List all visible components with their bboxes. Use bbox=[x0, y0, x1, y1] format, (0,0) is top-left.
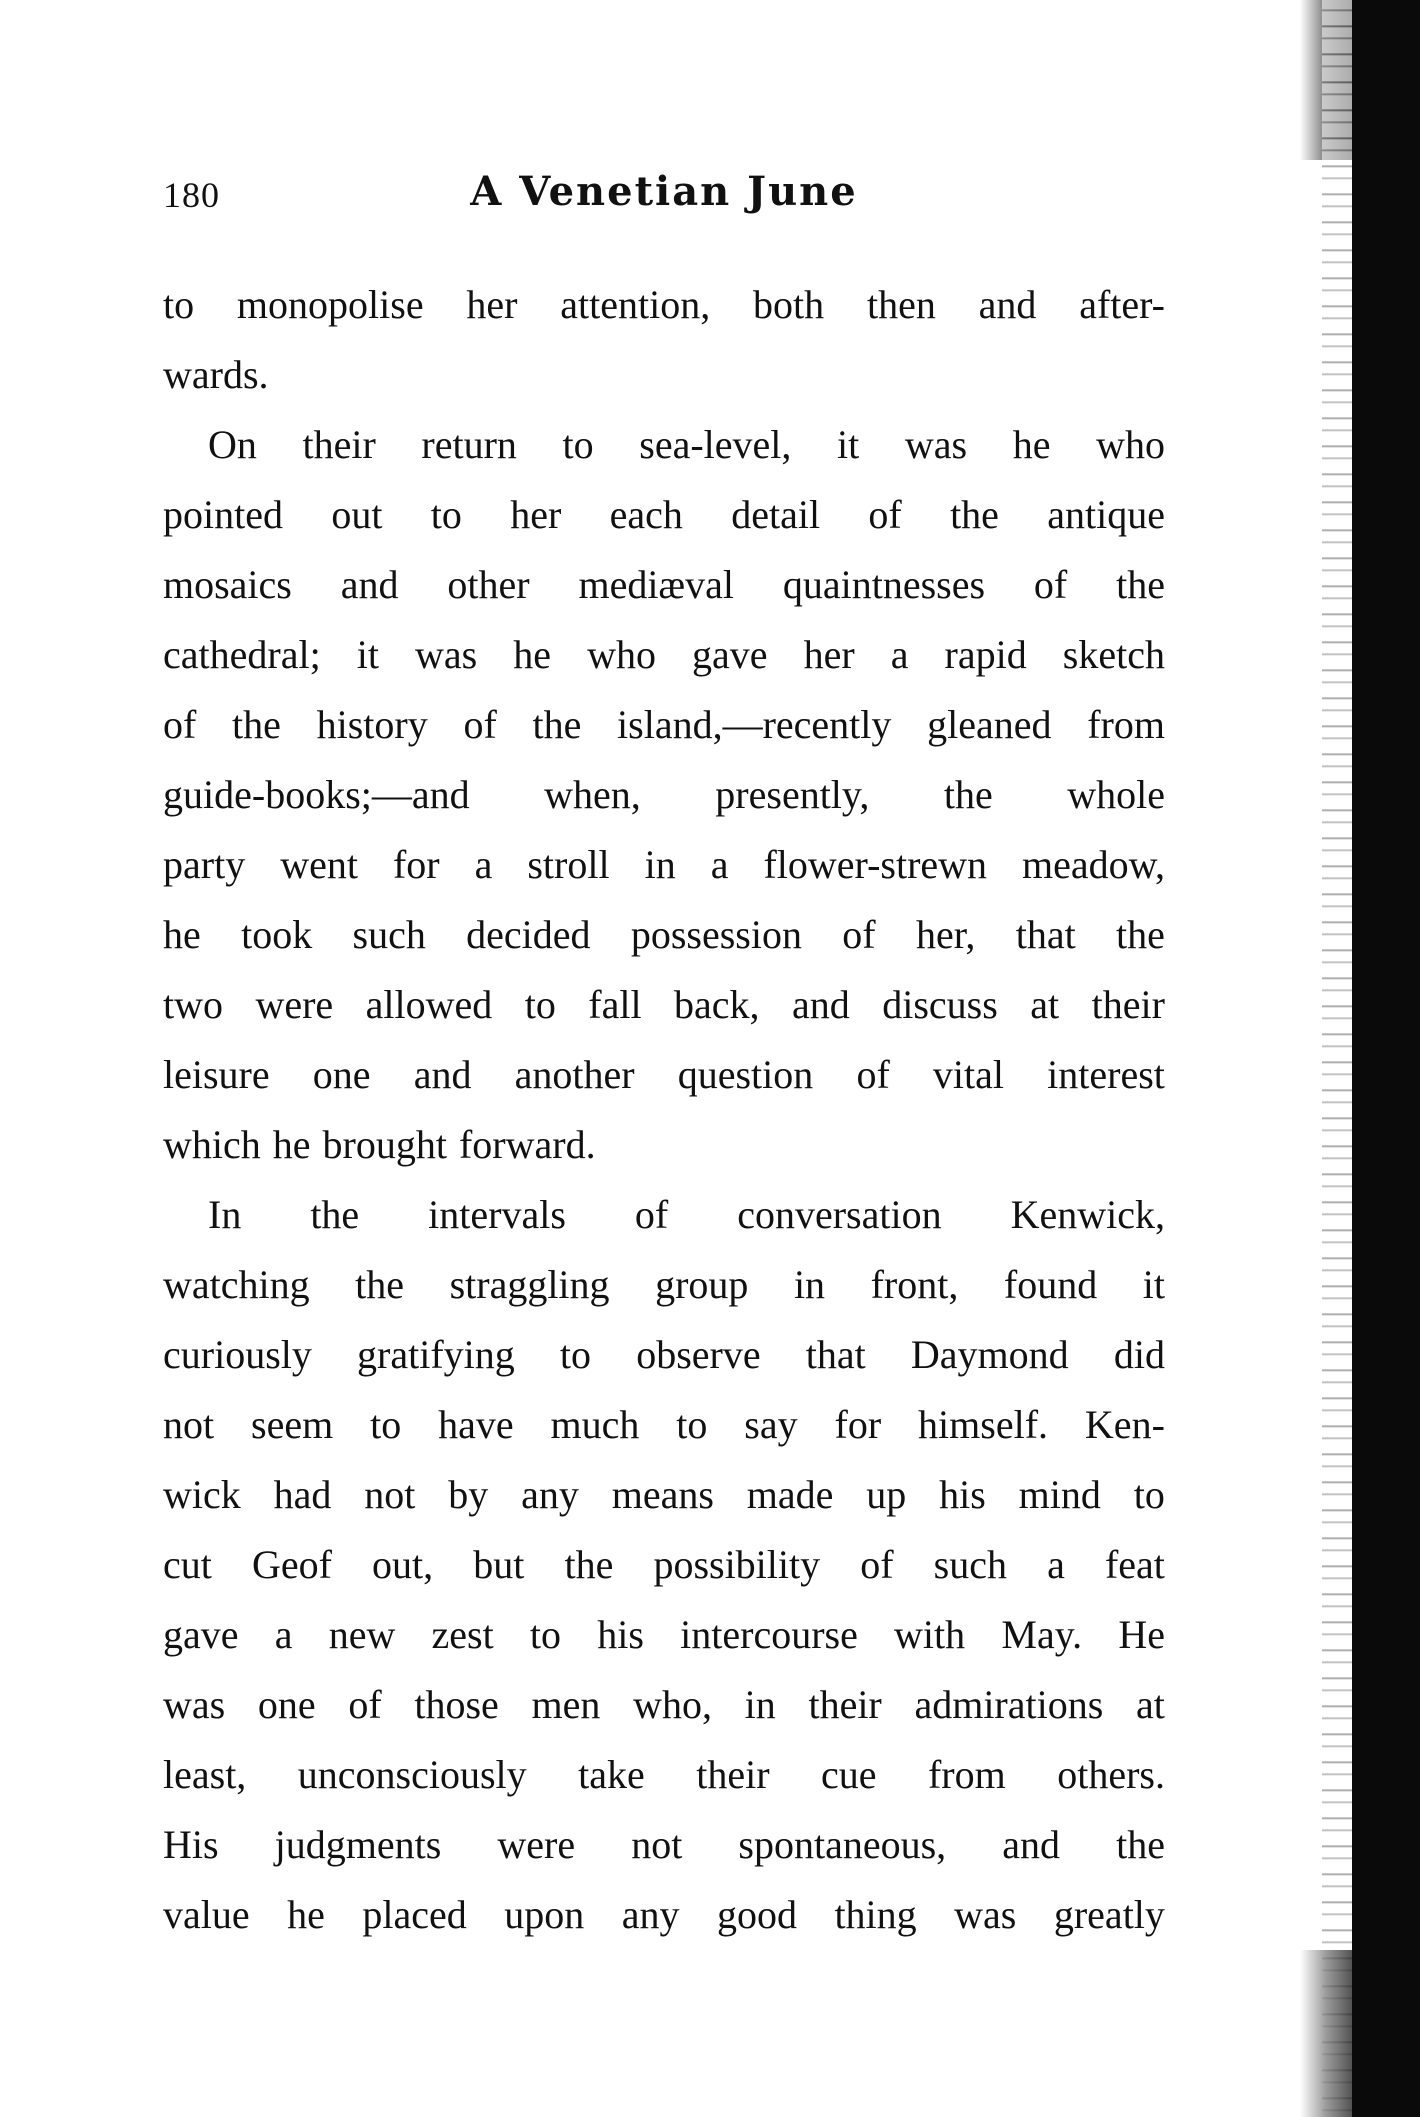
word: and bbox=[1002, 1822, 1061, 1867]
word: stroll bbox=[527, 842, 610, 887]
word: was bbox=[904, 422, 968, 467]
text-line bbox=[163, 1320, 1165, 1390]
word: allowed bbox=[365, 982, 493, 1027]
word: spontaneous, bbox=[738, 1822, 947, 1867]
word: vital bbox=[932, 1052, 1005, 1097]
text-line bbox=[163, 480, 1165, 550]
word: their bbox=[302, 422, 376, 467]
page-header bbox=[163, 168, 1165, 228]
word: was bbox=[954, 1892, 1017, 1937]
word: the bbox=[950, 492, 999, 537]
word: leisure bbox=[163, 1052, 270, 1097]
word: gave bbox=[692, 632, 768, 677]
word: He bbox=[1118, 1612, 1165, 1657]
text-line bbox=[163, 1110, 1165, 1180]
word: thing bbox=[834, 1892, 917, 1937]
word: zest bbox=[431, 1612, 494, 1657]
word: of bbox=[634, 1192, 669, 1237]
word: not bbox=[163, 1402, 215, 1447]
word: intercourse bbox=[680, 1612, 858, 1657]
word: took bbox=[241, 912, 313, 957]
word: cathedral; bbox=[163, 632, 321, 677]
word: much bbox=[550, 1402, 640, 1447]
word: when, bbox=[544, 772, 641, 817]
word: the bbox=[310, 1192, 360, 1237]
word: intervals bbox=[428, 1192, 566, 1237]
word: to bbox=[562, 422, 594, 467]
word: who, bbox=[633, 1682, 712, 1727]
word: to bbox=[163, 282, 195, 327]
word: of bbox=[842, 912, 876, 957]
word: island,—recently bbox=[617, 702, 892, 747]
word: possibility bbox=[653, 1542, 821, 1587]
text-line bbox=[163, 1180, 1165, 1250]
word: to bbox=[430, 492, 462, 537]
text-line bbox=[163, 1040, 1165, 1110]
word: the bbox=[1116, 912, 1165, 957]
book-binding-edge bbox=[1352, 0, 1420, 2117]
word: was bbox=[415, 632, 478, 677]
word: not bbox=[364, 1472, 416, 1517]
word: take bbox=[578, 1752, 645, 1797]
word: her bbox=[466, 282, 518, 327]
word: her, bbox=[915, 912, 976, 957]
body-text bbox=[163, 270, 1165, 1950]
word: of bbox=[463, 702, 497, 747]
running-title: A Venetian June bbox=[470, 168, 858, 215]
word: each bbox=[609, 492, 683, 537]
word: any bbox=[621, 1892, 680, 1937]
word: value bbox=[163, 1892, 250, 1937]
word: for bbox=[392, 842, 440, 887]
word: that bbox=[1015, 912, 1076, 957]
word: such bbox=[352, 912, 426, 957]
word: did bbox=[1113, 1332, 1165, 1377]
word: the bbox=[532, 702, 582, 747]
word: with bbox=[894, 1612, 966, 1657]
word: history bbox=[316, 702, 428, 747]
word: had bbox=[273, 1472, 332, 1517]
text-line bbox=[163, 830, 1165, 900]
word: attention, bbox=[560, 282, 711, 327]
word: brought bbox=[322, 1122, 447, 1167]
word: Daymond bbox=[910, 1332, 1069, 1377]
word: In bbox=[208, 1192, 242, 1237]
word: men bbox=[531, 1682, 601, 1727]
word: whole bbox=[1067, 772, 1165, 817]
word: he bbox=[287, 1892, 325, 1937]
word: then bbox=[866, 282, 936, 327]
word: her bbox=[803, 632, 855, 677]
word: placed bbox=[362, 1892, 467, 1937]
word: monopolise bbox=[236, 282, 424, 327]
word: greatly bbox=[1053, 1892, 1165, 1937]
word: new bbox=[328, 1612, 396, 1657]
word: forward. bbox=[458, 1122, 596, 1167]
word: mosaics bbox=[163, 562, 292, 607]
word: other bbox=[447, 562, 530, 607]
word: a bbox=[474, 842, 493, 887]
word: any bbox=[521, 1472, 579, 1517]
text-line bbox=[163, 270, 1165, 340]
word: her bbox=[510, 492, 562, 537]
text-line bbox=[163, 1530, 1165, 1600]
word: to bbox=[524, 982, 556, 1027]
word: back, bbox=[674, 982, 760, 1027]
word: who bbox=[1096, 422, 1165, 467]
word: curiously bbox=[163, 1332, 312, 1377]
word: that bbox=[805, 1332, 866, 1377]
word: observe bbox=[636, 1332, 761, 1377]
word: such bbox=[933, 1542, 1007, 1587]
word: unconsciously bbox=[297, 1752, 527, 1797]
word: have bbox=[438, 1402, 514, 1447]
word: and bbox=[978, 282, 1037, 327]
word: to bbox=[1133, 1472, 1165, 1517]
text-line bbox=[163, 550, 1165, 620]
text-line bbox=[163, 690, 1165, 760]
word: On bbox=[208, 422, 257, 467]
text-line bbox=[163, 1810, 1165, 1880]
word: the bbox=[232, 702, 281, 747]
word: Kenwick, bbox=[1010, 1192, 1165, 1237]
word: another bbox=[514, 1052, 635, 1097]
word: gleaned bbox=[927, 702, 1052, 747]
word: wick bbox=[163, 1472, 241, 1517]
word: not bbox=[631, 1822, 683, 1867]
word: interest bbox=[1047, 1052, 1165, 1097]
word: it bbox=[1142, 1262, 1165, 1307]
word: was bbox=[163, 1682, 226, 1727]
word: quaintnesses bbox=[782, 562, 986, 607]
text-line bbox=[163, 970, 1165, 1040]
word: sketch bbox=[1062, 632, 1165, 677]
word: one bbox=[257, 1682, 316, 1727]
word: the bbox=[1116, 562, 1165, 607]
word: judgments bbox=[274, 1822, 442, 1867]
word: up bbox=[866, 1472, 907, 1517]
text-line bbox=[163, 1460, 1165, 1530]
word: flower-strewn bbox=[763, 842, 988, 887]
word: but bbox=[473, 1542, 525, 1587]
word: guide-books;—and bbox=[163, 772, 470, 817]
word: cut bbox=[163, 1542, 212, 1587]
word: others. bbox=[1057, 1752, 1165, 1797]
word: at bbox=[1030, 982, 1060, 1027]
word: say bbox=[744, 1402, 798, 1447]
word: front, bbox=[870, 1262, 959, 1307]
word: gave bbox=[163, 1612, 239, 1657]
word: were bbox=[497, 1822, 576, 1867]
word: made bbox=[746, 1472, 834, 1517]
word: discuss bbox=[882, 982, 998, 1027]
word: one bbox=[312, 1052, 371, 1097]
word: decided bbox=[466, 912, 591, 957]
word: those bbox=[414, 1682, 499, 1727]
word: their bbox=[1091, 982, 1165, 1027]
word: from bbox=[1087, 702, 1165, 747]
word: means bbox=[611, 1472, 714, 1517]
word: party bbox=[163, 842, 246, 887]
word: pointed bbox=[163, 492, 283, 537]
word: to bbox=[676, 1402, 708, 1447]
word: he bbox=[163, 912, 201, 957]
word: in bbox=[644, 842, 676, 887]
word: watching bbox=[163, 1262, 310, 1307]
word: out, bbox=[372, 1542, 434, 1587]
word: His bbox=[163, 1822, 219, 1867]
word: upon bbox=[504, 1892, 585, 1937]
word: their bbox=[808, 1682, 882, 1727]
word: possession bbox=[630, 912, 802, 957]
word: of bbox=[856, 1052, 890, 1097]
page-number: 180 bbox=[163, 175, 220, 215]
word: and bbox=[792, 982, 850, 1027]
word: seem bbox=[251, 1402, 334, 1447]
word: who bbox=[587, 632, 656, 677]
word: a bbox=[274, 1612, 293, 1657]
word: found bbox=[1003, 1262, 1098, 1307]
word: to bbox=[529, 1612, 562, 1657]
word: gratifying bbox=[357, 1332, 515, 1377]
word: feat bbox=[1104, 1542, 1165, 1587]
word: two bbox=[163, 982, 223, 1027]
word: the bbox=[1116, 1822, 1165, 1867]
word: of bbox=[860, 1542, 894, 1587]
word: least, bbox=[163, 1752, 247, 1797]
word: straggling bbox=[449, 1262, 610, 1307]
word: after- bbox=[1079, 282, 1165, 327]
word: were bbox=[255, 982, 334, 1027]
word: in bbox=[744, 1682, 776, 1727]
text-line bbox=[163, 1670, 1165, 1740]
word: of bbox=[868, 492, 902, 537]
word: of bbox=[1033, 562, 1068, 607]
text-line bbox=[163, 1880, 1165, 1950]
word: went bbox=[280, 842, 358, 887]
word: a bbox=[890, 632, 909, 677]
word: of bbox=[163, 702, 197, 747]
word: admirations bbox=[914, 1682, 1104, 1727]
text-line bbox=[163, 1740, 1165, 1810]
word: to bbox=[370, 1402, 402, 1447]
word: wards. bbox=[163, 352, 269, 397]
word: for bbox=[834, 1402, 882, 1447]
word: it bbox=[356, 632, 379, 677]
word: from bbox=[927, 1752, 1006, 1797]
text-line bbox=[163, 340, 1165, 410]
word: in bbox=[793, 1262, 826, 1307]
word: his bbox=[939, 1472, 986, 1517]
word: a bbox=[1047, 1542, 1065, 1587]
word: his bbox=[597, 1612, 644, 1657]
word: cue bbox=[821, 1752, 877, 1797]
binding-shadow-edge bbox=[1322, 0, 1352, 2117]
word: good bbox=[716, 1892, 797, 1937]
word: Geof bbox=[251, 1542, 332, 1587]
binding-shadow-bottom bbox=[1300, 1950, 1352, 2117]
word: he bbox=[272, 1122, 311, 1167]
text-line bbox=[163, 1390, 1165, 1460]
word: himself. bbox=[918, 1402, 1049, 1447]
text-line bbox=[163, 760, 1165, 830]
word: detail bbox=[731, 492, 821, 537]
word: their bbox=[696, 1752, 770, 1797]
word: at bbox=[1136, 1682, 1165, 1727]
word: he bbox=[1012, 422, 1051, 467]
text-line bbox=[163, 1250, 1165, 1320]
word: mind bbox=[1018, 1472, 1101, 1517]
word: rapid bbox=[944, 632, 1027, 677]
word: mediæval bbox=[578, 562, 734, 607]
word: he bbox=[513, 632, 552, 677]
word: the bbox=[355, 1262, 405, 1307]
word: the bbox=[943, 772, 993, 817]
word: and bbox=[413, 1052, 472, 1097]
text-line bbox=[163, 410, 1165, 480]
word: presently, bbox=[715, 772, 870, 817]
word: the bbox=[564, 1542, 614, 1587]
word: of bbox=[348, 1682, 382, 1727]
word: out bbox=[331, 492, 383, 537]
word: meadow, bbox=[1022, 842, 1165, 887]
word: both bbox=[753, 282, 825, 327]
word: which bbox=[163, 1122, 261, 1167]
text-line bbox=[163, 1600, 1165, 1670]
word: a bbox=[710, 842, 729, 887]
word: fall bbox=[588, 982, 642, 1027]
word: and bbox=[340, 562, 399, 607]
word: question bbox=[677, 1052, 814, 1097]
text-line bbox=[163, 900, 1165, 970]
word: conversation bbox=[737, 1192, 942, 1237]
word: Ken- bbox=[1084, 1402, 1165, 1447]
word: by bbox=[448, 1472, 489, 1517]
word: group bbox=[655, 1262, 749, 1307]
word: sea-level, bbox=[639, 422, 792, 467]
word: antique bbox=[1047, 492, 1165, 537]
text-line bbox=[163, 620, 1165, 690]
word: May. bbox=[1001, 1612, 1083, 1657]
word: return bbox=[421, 422, 517, 467]
word: it bbox=[837, 422, 860, 467]
word: to bbox=[559, 1332, 592, 1377]
